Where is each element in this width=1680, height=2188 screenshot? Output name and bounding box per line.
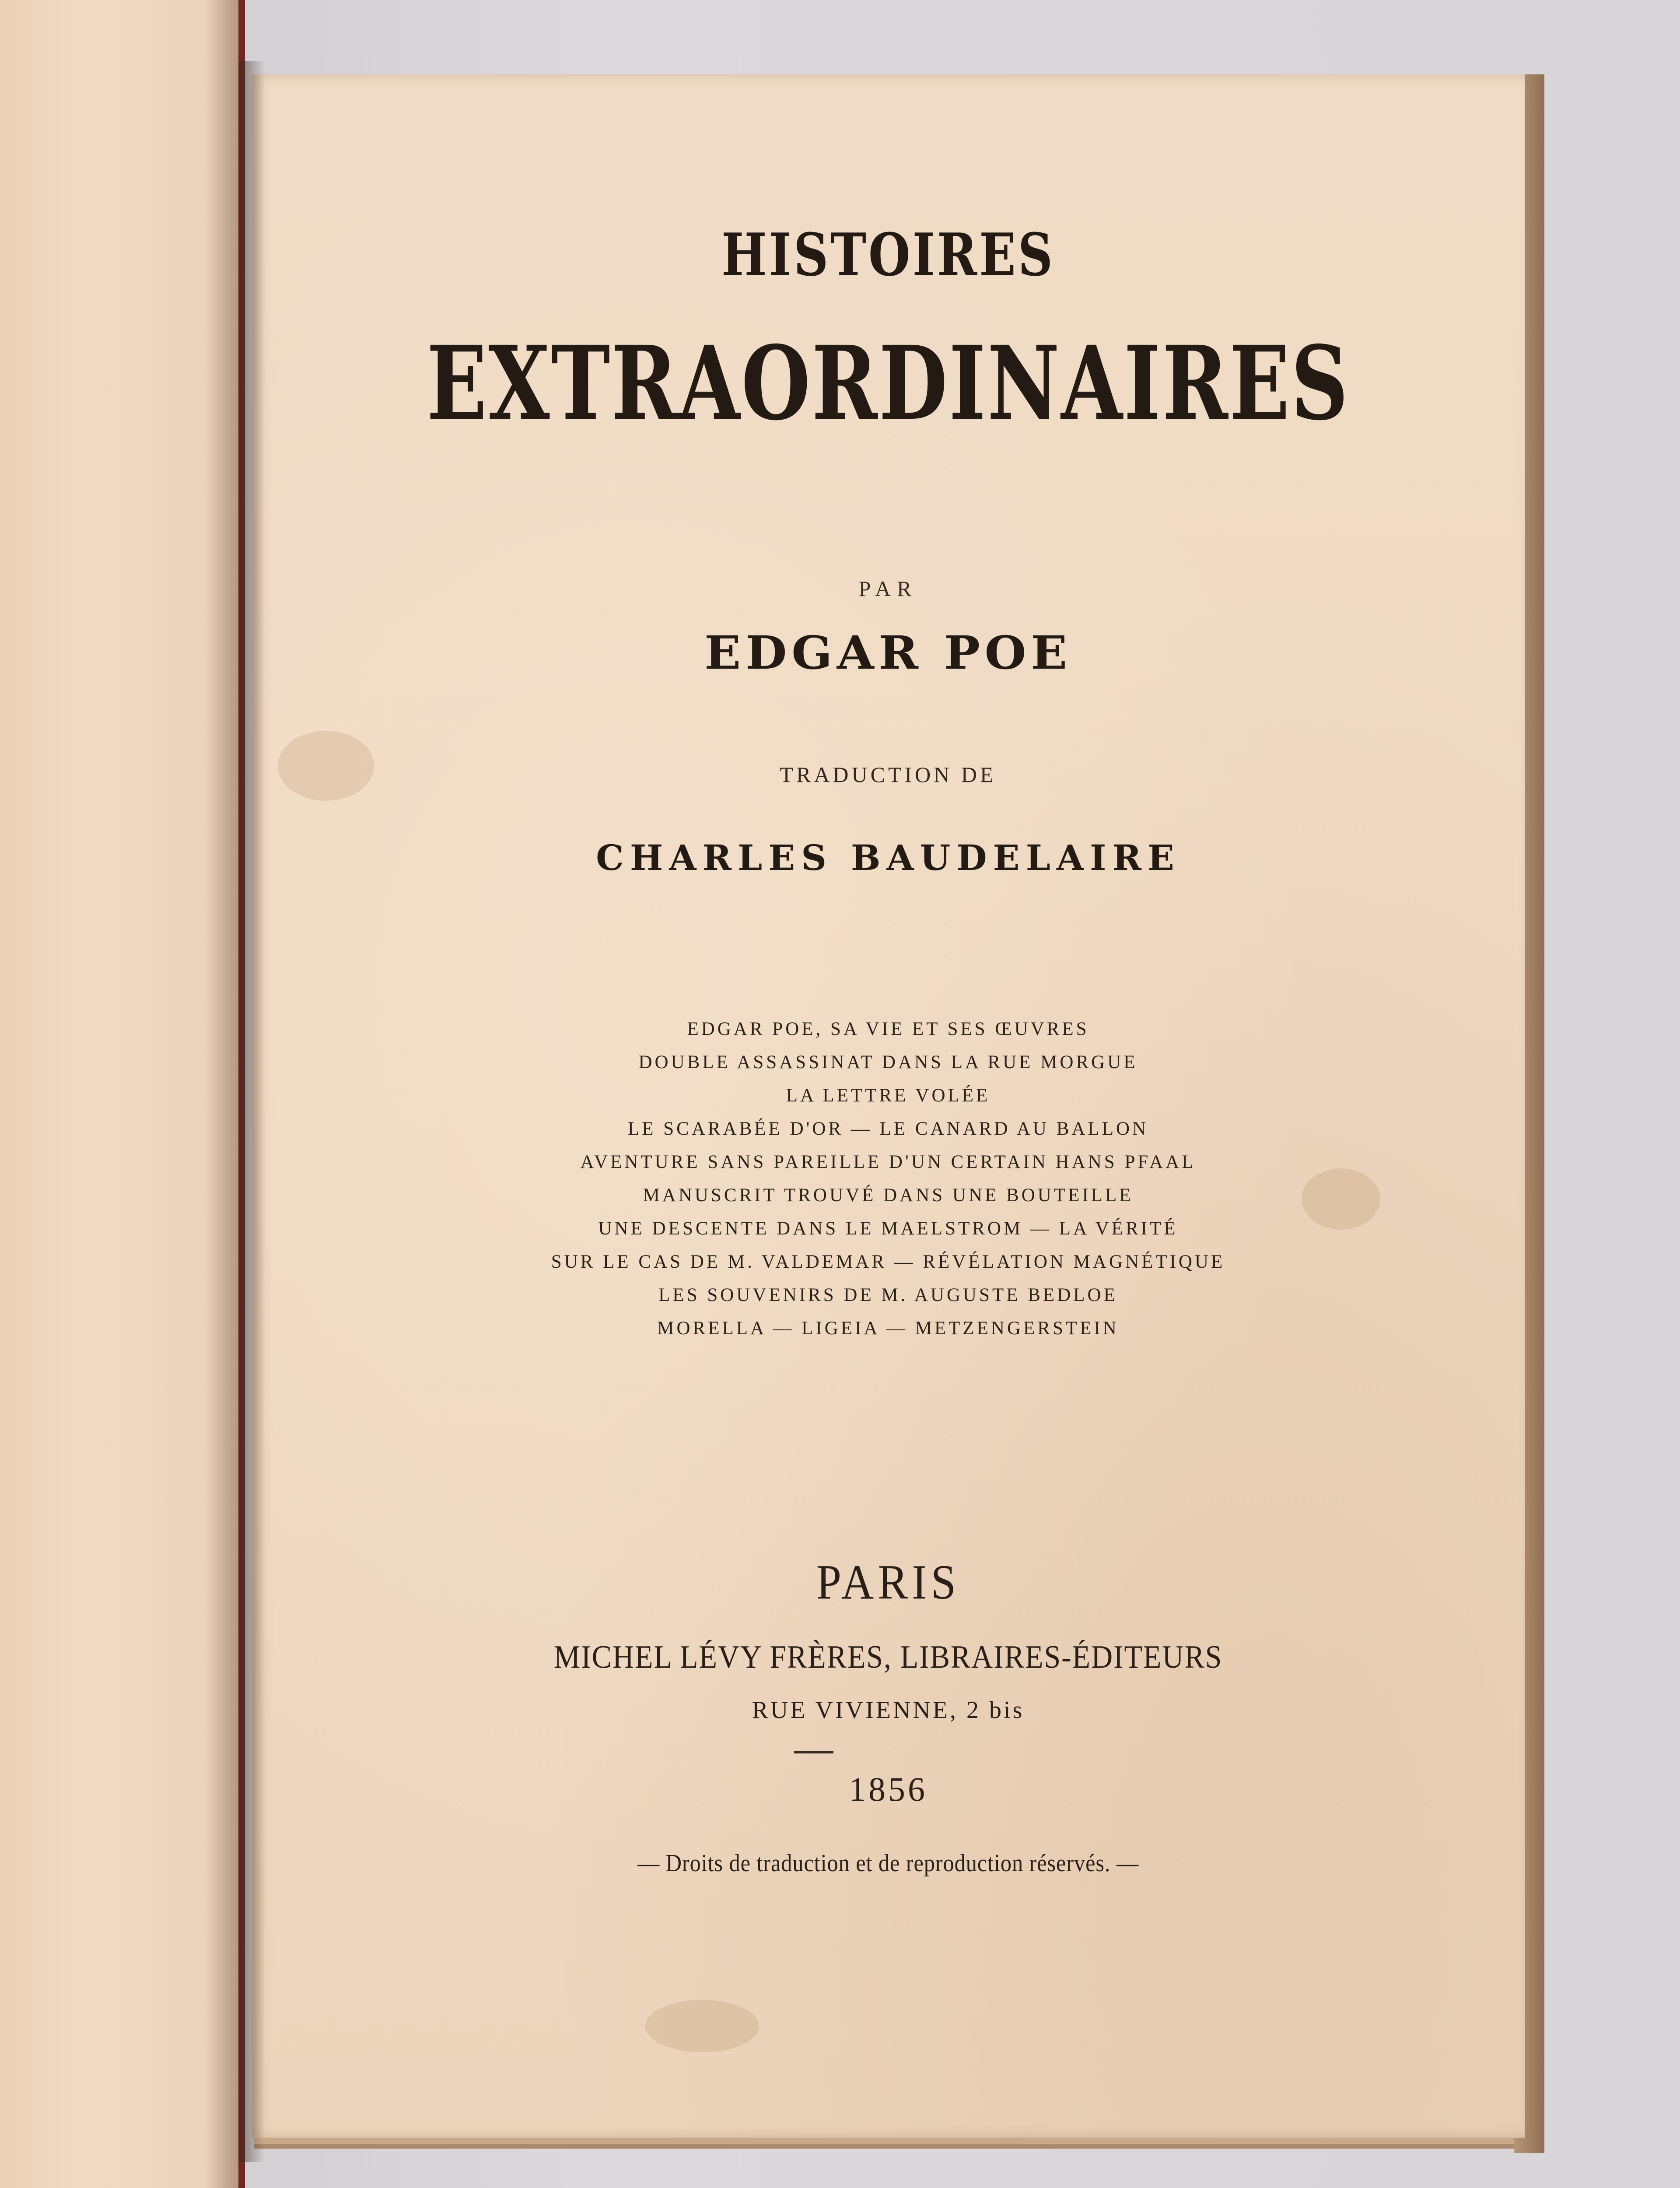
contents-item: SUR LE CAS DE M. VALDEMAR — RÉVÉLATION MAGNÉTIQUE xyxy=(551,1252,1225,1272)
contents-item: MANUSCRIT TROUVÉ DANS UNE BOUTEILLE xyxy=(643,1185,1134,1206)
contents-item: MORELLA — LIGEIA — METZENGERSTEIN xyxy=(657,1318,1119,1339)
contents-item: EDGAR POE, SA VIE ET SES ŒUVRES xyxy=(687,1019,1089,1039)
title-line-1: HISTOIRES xyxy=(721,220,1055,289)
gutter-shadow xyxy=(238,61,265,2162)
contents-item: LA LETTRE VOLÉE xyxy=(786,1085,990,1106)
contents-item: LES SOUVENIRS DE M. AUGUSTE BEDLOE xyxy=(658,1285,1118,1305)
translation-label: TRADUCTION DE xyxy=(780,762,997,787)
title-line-2: EXTRAORDINAIRES xyxy=(427,323,1350,443)
rights-notice: — Droits de traduction et de reproduction réservés. — xyxy=(637,1850,1139,1877)
translator-name: CHARLES BAUDELAIRE xyxy=(596,837,1180,878)
foxing-spot xyxy=(645,2000,759,2052)
contents-item: AVENTURE SANS PAREILLE D'UN CERTAIN HANS PFAAL xyxy=(580,1152,1196,1172)
title-page xyxy=(252,74,1525,2138)
contents-item: UNE DESCENTE DANS LE MAELSTROM — LA VÉRITÉ xyxy=(598,1218,1178,1239)
imprint-address: RUE VIVIENNE, 2 bis xyxy=(752,1697,1025,1724)
divider-rule xyxy=(794,1751,833,1753)
contents-item: LE SCARABÉE D'OR — LE CANARD AU BALLON xyxy=(627,1119,1149,1139)
contents-item: DOUBLE ASSASSINAT DANS LA RUE MORGUE xyxy=(638,1052,1138,1073)
author-name: EDGAR POE xyxy=(704,626,1072,680)
verso-page xyxy=(0,0,238,2188)
by-label: PAR xyxy=(858,576,918,601)
imprint-year: 1856 xyxy=(849,1770,928,1808)
imprint-place: PARIS xyxy=(816,1555,960,1609)
imprint-publisher: MICHEL LÉVY FRÈRES, LIBRAIRES-ÉDITEURS xyxy=(553,1639,1223,1675)
